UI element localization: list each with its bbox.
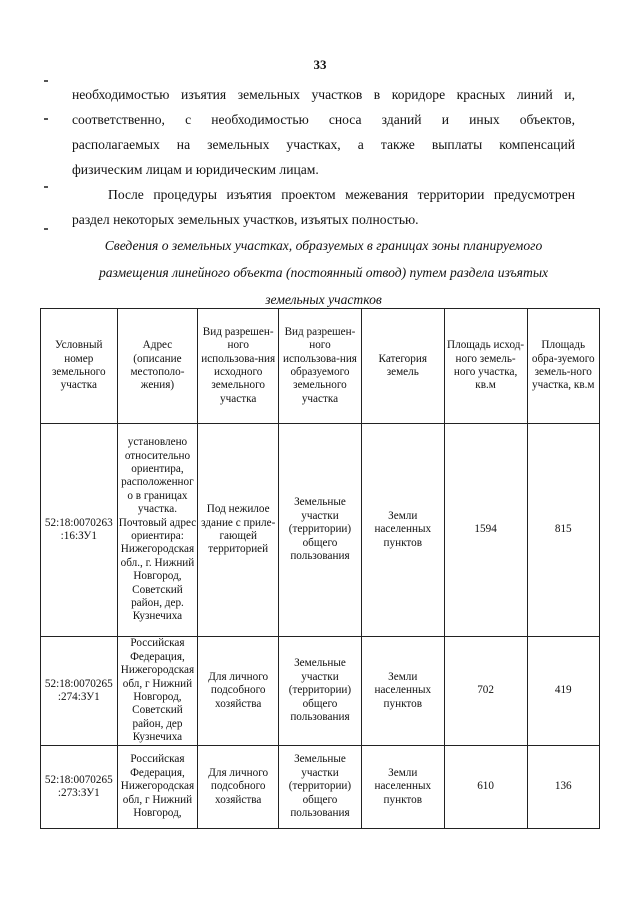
margin-mark [44, 80, 48, 82]
cell-category: Земли населенных пунктов [361, 637, 444, 746]
cell-use-source: Под нежилое здание с приле-гающей территорией [198, 424, 279, 637]
cell-category: Земли населенных пунктов [361, 746, 444, 829]
paragraph-line: необходимостью изъятия земельных участков в коридоре красных линий и, [72, 87, 575, 102]
header-plot-number: Условный номер земельного участка [41, 309, 118, 424]
cell-address: установлено относительно ориентира, расположенног о в границах участка. Почтовый адрес ориентира: Нижегородская обл., г. Нижний Новгород, Советский район, дер. Кузнечиха [117, 424, 198, 637]
cell-category: Земли населенных пунктов [361, 424, 444, 637]
cell-plot-number: 52:18:0070263 :16:ЗУ1 [41, 424, 118, 637]
cell-use-formed: Земельные участки (территории) общего пользования [279, 637, 362, 746]
cell-area-formed: 419 [527, 637, 600, 746]
paragraph-line: располагаемых на земельных участках, а также выплаты компенсаций [72, 137, 575, 152]
caption-line: Сведения о земельных участках, образуемых в границах зоны планируемого [104, 238, 543, 253]
cell-area-source: 610 [444, 746, 527, 829]
cell-plot-number: 52:18:0070265 :274:ЗУ1 [41, 637, 118, 746]
cell-address: Российская Федерация, Нижегородская обл, г Нижний Новгород, Советский район, дер Кузнечиха [117, 637, 198, 746]
caption-line: размещения линейного объекта (постоянный отвод) путем раздела изъятых [98, 265, 549, 280]
header-area-formed: Площадь обра-зуемого земель-ного участка, кв.м [527, 309, 600, 424]
margin-mark [44, 186, 48, 188]
paragraph-text: После процедуры изъятия проектом межевания территории предусмотрен раздел некоторых земельных участков, изъятых полностью. [72, 187, 575, 227]
table-row [41, 637, 600, 746]
cell-area-formed: 136 [527, 746, 600, 829]
paragraph-line: соответственно, с необходимостью сноса зданий и иных объектов, [72, 112, 575, 127]
land-plots-table [40, 308, 600, 829]
cell-use-source: Для личного подсобного хозяйства [198, 637, 279, 746]
table-header-row [41, 309, 600, 424]
header-use-source: Вид разрешен-ного использова-ния исходного земельного участка [198, 309, 279, 424]
cell-area-formed: 815 [527, 424, 600, 637]
cell-plot-number: 52:18:0070265 :273:ЗУ1 [41, 746, 118, 829]
paragraph-line: физическим лицам и юридическим лицам. [72, 162, 319, 177]
table-caption [72, 232, 575, 313]
header-use-formed: Вид разрешен-ного использова-ния образуемого земельного участка [279, 309, 362, 424]
paragraph-1 [72, 82, 575, 182]
cell-use-source: Для личного подсобного хозяйства [198, 746, 279, 829]
header-address: Адрес (описание местополо-жения) [117, 309, 198, 424]
page-number: 33 [313, 57, 327, 72]
margin-mark [44, 118, 48, 120]
cell-address: Российская Федерация, Нижегородская обл, г Нижний Новгород, [117, 746, 198, 829]
margin-mark [44, 228, 48, 230]
header-area-source: Площадь исход-ного земель-ного участка, кв.м [444, 309, 527, 424]
caption-line: земельных участков [265, 292, 382, 307]
cell-area-source: 1594 [444, 424, 527, 637]
cell-use-formed: Земельные участки (территории) общего пользования [279, 746, 362, 829]
land-plots-table-wrapper [40, 308, 600, 829]
table-row [41, 746, 600, 829]
cell-use-formed: Земельные участки (территории) общего пользования [279, 424, 362, 637]
table-row [41, 424, 600, 637]
cell-area-source: 702 [444, 637, 527, 746]
header-category: Категория земель [361, 309, 444, 424]
paragraph-2 [72, 182, 575, 232]
